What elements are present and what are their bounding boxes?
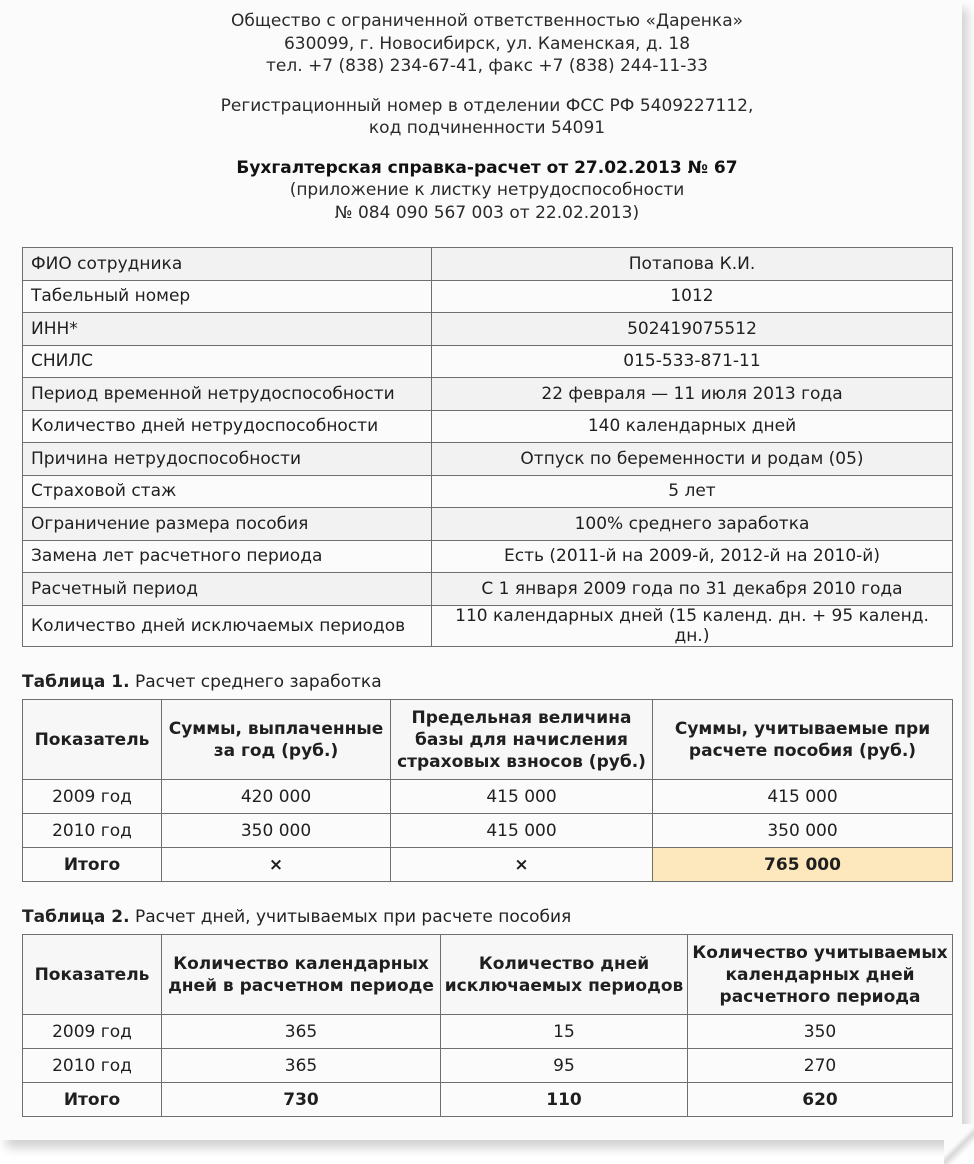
table-cell: 350 000 bbox=[653, 814, 953, 848]
total-row bbox=[23, 1083, 953, 1117]
table-cell: × bbox=[162, 848, 391, 882]
row-value: 015-533-871-11 bbox=[432, 345, 953, 378]
col-header: Количество дней исключаемых периодов bbox=[441, 935, 688, 1015]
table-cell: 415 000 bbox=[391, 814, 653, 848]
row-label: Период временной нетрудоспособности bbox=[23, 378, 432, 411]
days-calculation-table bbox=[22, 934, 953, 1117]
table-cell: 620 bbox=[688, 1083, 953, 1117]
table-row bbox=[23, 378, 953, 411]
table-row bbox=[23, 1049, 953, 1083]
table-cell: 95 bbox=[441, 1049, 688, 1083]
org-address: 630099, г. Новосибирск, ул. Каменская, д. 18 bbox=[283, 33, 691, 54]
row-value: Потапова К.И. bbox=[432, 248, 953, 281]
col-header: Количество учитываемых календарных дней расчетного периода bbox=[688, 935, 953, 1015]
col-header: Суммы, учитываемые при расчете пособия (руб.) bbox=[653, 700, 953, 780]
row-value: 1012 bbox=[432, 280, 953, 313]
document-header bbox=[0, 10, 974, 224]
table-cell: 15 bbox=[441, 1015, 688, 1049]
org-name: Общество с ограниченной ответственностью «Даренка» bbox=[230, 11, 744, 31]
table-row bbox=[23, 700, 953, 780]
row-label: Ограничение размера пособия bbox=[23, 508, 432, 541]
col-header: Показатель bbox=[23, 935, 162, 1015]
table-row bbox=[23, 313, 953, 346]
total-highlight-cell: 765 000 bbox=[653, 848, 953, 882]
table-cell: 110 bbox=[441, 1083, 688, 1117]
table-cell: 2010 год bbox=[23, 814, 162, 848]
document-title: Бухгалтерская справка-расчет от 27.02.2013 № 67 bbox=[236, 157, 738, 178]
table-cell: 415 000 bbox=[391, 780, 653, 814]
table-row bbox=[23, 605, 953, 646]
row-label: Страховой стаж bbox=[23, 475, 432, 508]
table-cell: 415 000 bbox=[653, 780, 953, 814]
table-cell: 350 000 bbox=[162, 814, 391, 848]
table-row bbox=[23, 443, 953, 476]
table-cell: 2009 год bbox=[23, 780, 162, 814]
table-row bbox=[23, 508, 953, 541]
table-cell: Итого bbox=[23, 1083, 162, 1117]
row-value: Отпуск по беременности и родам (05) bbox=[432, 443, 953, 476]
average-earnings-table bbox=[22, 699, 953, 882]
table-cell: × bbox=[391, 848, 653, 882]
table-cell: 270 bbox=[688, 1049, 953, 1083]
reg-number: Регистрационный номер в отделении ФСС РФ 5409227112, bbox=[220, 95, 754, 116]
row-label: ФИО сотрудника bbox=[23, 248, 432, 281]
table-cell: 350 bbox=[688, 1015, 953, 1049]
table-row bbox=[23, 573, 953, 606]
row-label: Количество дней нетрудоспособности bbox=[23, 410, 432, 443]
table2-caption: Таблица 2. Расчет дней, учитываемых при расчете пособия bbox=[22, 907, 572, 927]
employee-info-table bbox=[22, 247, 953, 647]
table-cell: 420 000 bbox=[162, 780, 391, 814]
table1-caption: Таблица 1. Расчет среднего заработка bbox=[22, 672, 382, 692]
table-cell: 2009 год bbox=[23, 1015, 162, 1049]
table-row bbox=[23, 280, 953, 313]
row-label: ИНН* bbox=[23, 313, 432, 346]
col-header: Предельная величина базы для начисления страховых взносов (руб.) bbox=[391, 700, 653, 780]
page-curl bbox=[944, 1124, 974, 1164]
table-cell: 730 bbox=[162, 1083, 441, 1117]
table-cell: 365 bbox=[162, 1049, 441, 1083]
table-cell: 2010 год bbox=[23, 1049, 162, 1083]
row-value: 110 календарных дней (15 календ. дн. + 95 календ. дн.) bbox=[432, 605, 953, 646]
col-header: Показатель bbox=[23, 700, 162, 780]
table-row bbox=[23, 410, 953, 443]
row-value: 140 календарных дней bbox=[432, 410, 953, 443]
document-subtitle-1: (приложение к листку нетрудоспособности bbox=[289, 180, 685, 200]
table-row bbox=[23, 540, 953, 573]
table-row bbox=[23, 780, 953, 814]
row-value: 22 февраля — 11 июля 2013 года bbox=[432, 378, 953, 411]
row-value: С 1 января 2009 года по 31 декабря 2010 года bbox=[432, 573, 953, 606]
row-value: 5 лет bbox=[432, 475, 953, 508]
subordination-code: код подчиненности 54091 bbox=[368, 118, 606, 138]
row-value: 502419075512 bbox=[432, 313, 953, 346]
table-cell: Итого bbox=[23, 848, 162, 882]
total-row bbox=[23, 848, 953, 882]
row-label: Расчетный период bbox=[23, 573, 432, 606]
table-row bbox=[23, 1015, 953, 1049]
table-row bbox=[23, 814, 953, 848]
col-header: Количество календарных дней в расчетном периоде bbox=[162, 935, 441, 1015]
table-cell: 365 bbox=[162, 1015, 441, 1049]
table-row bbox=[23, 345, 953, 378]
row-label: СНИЛС bbox=[23, 345, 432, 378]
row-value: 100% среднего заработка bbox=[432, 508, 953, 541]
table-row bbox=[23, 935, 953, 1015]
row-label: Причина нетрудоспособности bbox=[23, 443, 432, 476]
table-row bbox=[23, 248, 953, 281]
org-phones: тел. +7 (838) 234-67-41, факс +7 (838) 244-11-33 bbox=[266, 56, 708, 76]
row-label: Табельный номер bbox=[23, 280, 432, 313]
table-row bbox=[23, 475, 953, 508]
document-subtitle-2: № 084 090 567 003 от 22.02.2013) bbox=[334, 202, 640, 223]
col-header: Суммы, выплаченные за год (руб.) bbox=[162, 700, 391, 780]
row-label: Количество дней исключаемых периодов bbox=[23, 605, 432, 646]
row-label: Замена лет расчетного периода bbox=[23, 540, 432, 573]
row-value: Есть (2011-й на 2009-й, 2012-й на 2010-й) bbox=[432, 540, 953, 573]
